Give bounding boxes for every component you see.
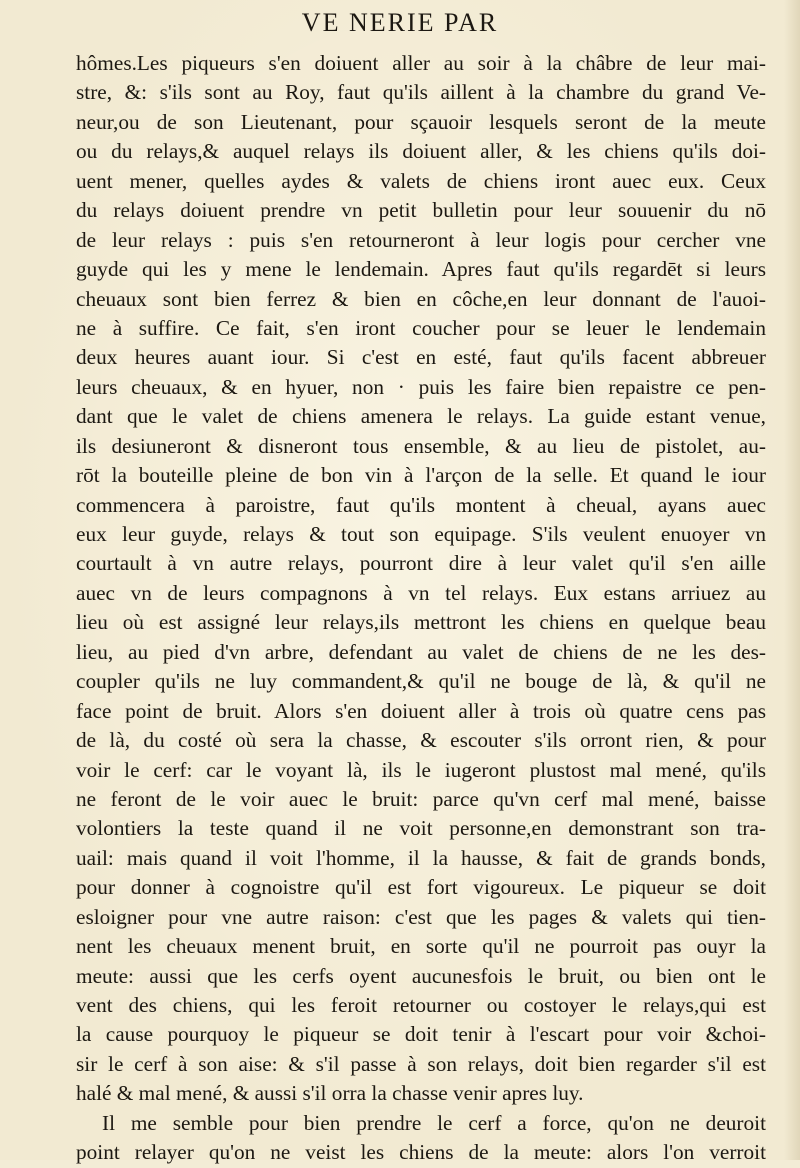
text-line: dant que le valet de chiens amenera le relays. La guide estant venue,: [76, 404, 766, 429]
text-line: la cause pourquoy le piqueur se doit tenir à l'escart pour voir &choi-: [76, 1022, 766, 1047]
text-line: uent mener, quelles aydes & valets de chiens iront auec eux. Ceux: [76, 168, 766, 193]
text-line: meute: aussi que les cerfs oyent aucunesfois le bruit, ou bien ont le: [76, 963, 766, 988]
text-line: de là, du costé où sera la chasse, & escouter s'ils orront rien, & pour: [76, 728, 766, 753]
text-line: uail: mais quand il voit l'homme, il la hausse, & fait de grands bonds,: [76, 845, 766, 870]
text-line: Il me semble pour bien prendre le cerf a force, qu'on ne deuroit: [102, 1110, 766, 1135]
text-line: rōt la bouteille pleine de bon vin à l'arçon de la selle. Et quand le iour: [76, 463, 766, 488]
text-line: sir le cerf à son aise: & s'il passe à son relays, doit bien regarder s'il est: [76, 1051, 766, 1076]
text-line: stre, &: s'ils sont au Roy, faut qu'ils aillent à la chambre du grand Ve-: [76, 80, 766, 105]
text-line: coupler qu'ils ne luy commandent,& qu'il ne bouge de là, & qu'il ne: [76, 669, 766, 694]
text-line: eux leur guyde, relays & tout son equipage. S'ils veulent enuoyer vn: [76, 522, 766, 546]
text-line: ne feront de le voir auec le bruit: parce qu'vn cerf mal mené, baisse: [76, 786, 766, 811]
text-line: cheuaux sont bien ferrez & bien en côche,en leur donnant de l'auoi-: [76, 286, 766, 311]
text-line: halé & mal mené, & aussi s'il orra la chasse venir apres luy.: [76, 1081, 584, 1106]
body-text: [76, 49, 766, 1168]
text-line: du relays doiuent prendre vn petit bulletin pour leur souuenir du nō: [76, 198, 766, 223]
text-line: ils desiuneront & disneront tous ensemble, & au lieu de pistolet, au-: [76, 433, 766, 458]
text-line: nent les cheuaux menent bruit, en sorte qu'il ne pourroit pas ouyr la: [76, 934, 766, 959]
text-line: courtault à vn autre relays, pourront dire à leur valet qu'il s'en aille: [76, 551, 766, 576]
text-line: voir le cerf: car le voyant là, ils le iugeront plustost mal mené, qu'ils: [76, 757, 766, 782]
text-line: hômes.Les piqueurs s'en doiuent aller au soir à la châbre de leur mai-: [76, 51, 766, 75]
text-line: ne à suffire. Ce fait, s'en iront coucher pour se leuer le lendemain: [76, 315, 766, 340]
text-line: ou du relays,& auquel relays ils doiuent aller, & les chiens qu'ils doi-: [76, 139, 766, 164]
text-line: pour donner à cognoistre qu'il est fort vigoureux. Le piqueur se doit: [76, 875, 766, 900]
text-line: vent des chiens, qui les feroit retourner ou costoyer le relays,qui est: [76, 993, 766, 1017]
text-line: commencera à paroistre, faut qu'ils montent à cheual, ayans auec: [76, 492, 766, 517]
text-line: neur,ou de son Lieutenant, pour sçauoir lesquels seront de la meute: [76, 109, 766, 134]
text-line: esloigner pour vne autre raison: c'est que les pages & valets qui tien-: [76, 904, 766, 929]
text-line: auec vn de leurs compagnons à vn tel relays. Eux estans arriuez au: [76, 580, 766, 605]
text-line: lieu où est assigné leur relays,ils mettront les chiens en quelque beau: [76, 610, 766, 635]
text-line: leurs cheuaux, & en hyuer, non · puis les faire bien repaistre ce pen-: [76, 374, 766, 399]
text-line: de leur relays : puis s'en retourneront à leur logis pour cercher vne: [76, 227, 766, 252]
text-line: face point de bruit. Alors s'en doiuent aller à trois où quatre cens pas: [76, 698, 766, 723]
text-line: lieu, au pied d'vn arbre, defendant au valet de chiens de ne les des-: [76, 639, 766, 664]
page-edge-shadow: [784, 0, 800, 1160]
text-line: volontiers la teste quand il ne voit personne,en demonstrant son tra-: [76, 816, 766, 841]
text-line: guyde qui les y mene le lendemain. Apres faut qu'ils regardēt si leurs: [76, 257, 766, 282]
running-head: VE NERIE PAR: [301, 8, 499, 37]
text-line: point relayer qu'on ne veist les chiens de la meute: alors l'on verroit: [76, 1140, 766, 1165]
text-line: deux heures auant iour. Si c'est en esté, faut qu'ils facent abbreuer: [76, 345, 766, 370]
